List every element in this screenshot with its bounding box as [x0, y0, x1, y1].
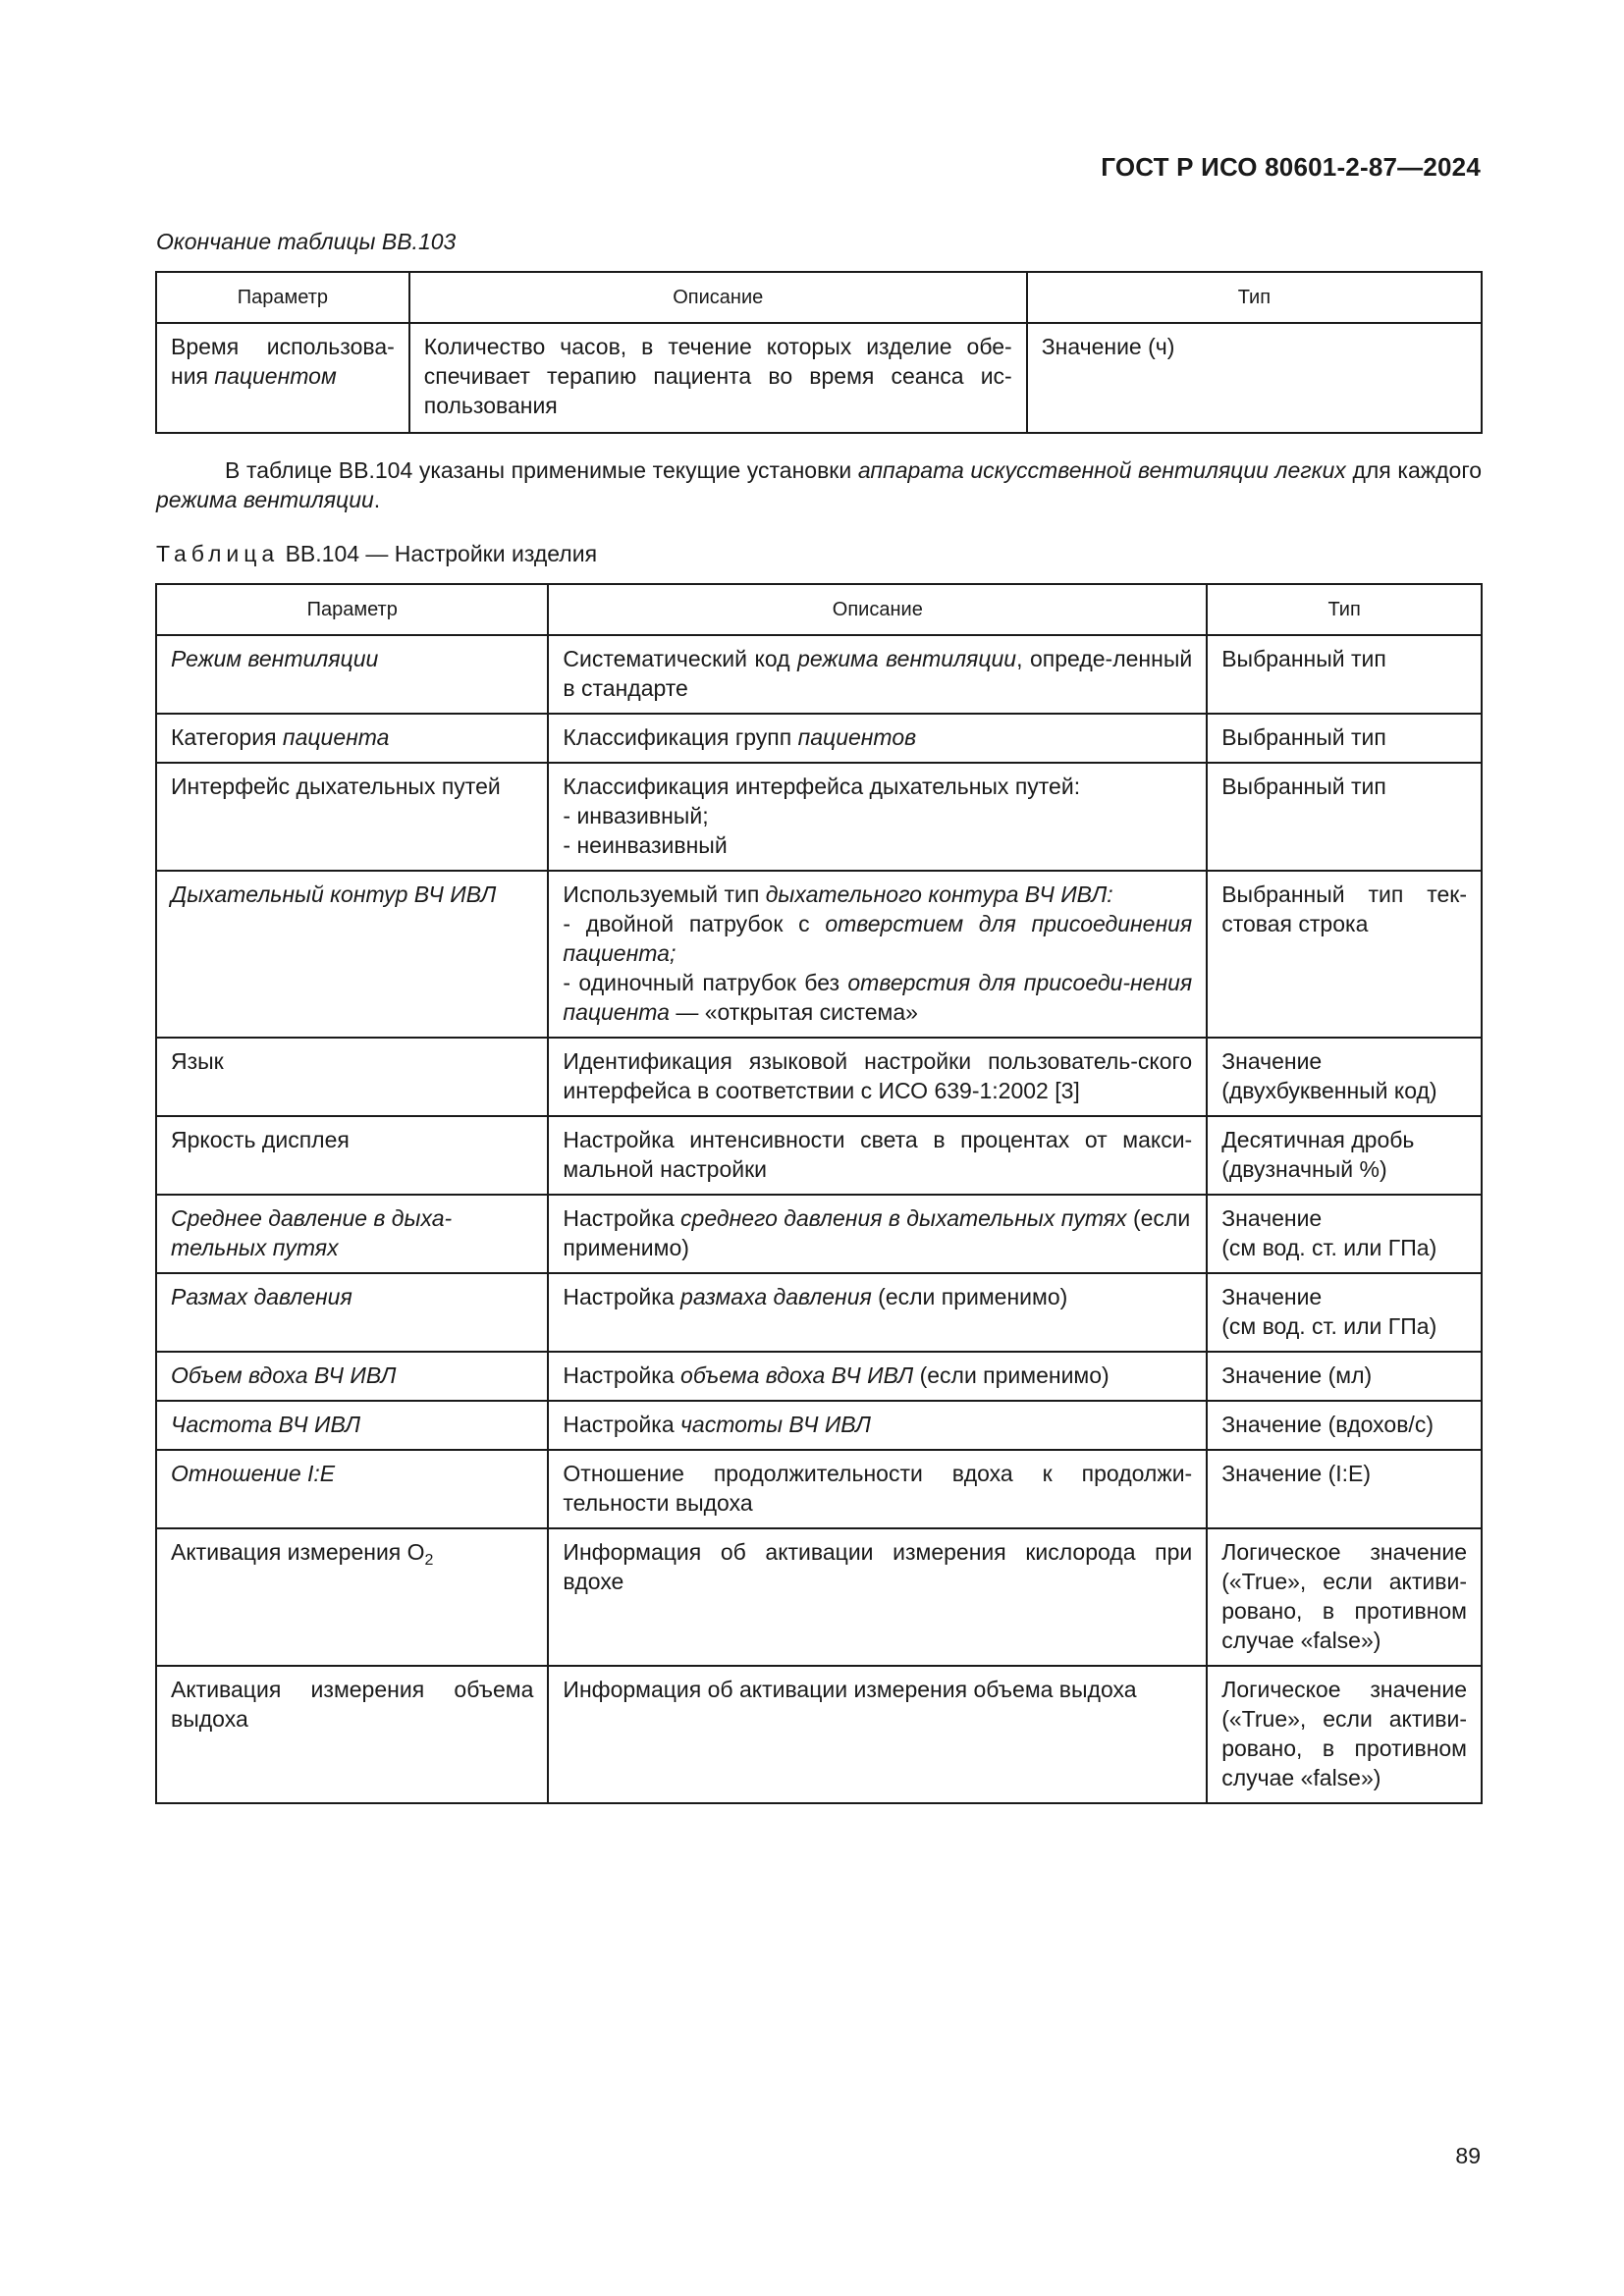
table-row — [156, 1116, 1482, 1195]
cell-parameter: Интерфейс дыхательных путей — [156, 763, 548, 871]
cell-parameter: Режим вентиляции — [156, 635, 548, 714]
cell-type: Выбранный тип — [1207, 635, 1482, 714]
cell-type: Выбранный тип — [1207, 714, 1482, 763]
table-header-row — [156, 272, 1482, 323]
table-row — [156, 1273, 1482, 1352]
column-header-description: Описание — [409, 272, 1027, 323]
table-row — [156, 323, 1482, 433]
cell-parameter: Среднее давление в дыха-тельных путях — [156, 1195, 548, 1273]
cell-parameter: Объем вдоха ВЧ ИВЛ — [156, 1352, 548, 1401]
cell-parameter: Отношение I:E — [156, 1450, 548, 1528]
table-row — [156, 1038, 1482, 1116]
cell-parameter: Время использова-ния пациентом — [156, 323, 409, 433]
table-row — [156, 1528, 1482, 1666]
cell-description: Используемый тип дыхательного контура ВЧ ИВЛ: - двойной патрубок с отверстием для присоединения пациента; - одиночный патрубок без отверстия для присоеди-нения пациента — «открытая система» — [548, 871, 1207, 1038]
column-header-type: Тип — [1027, 272, 1482, 323]
cell-parameter: Частота ВЧ ИВЛ — [156, 1401, 548, 1450]
cell-parameter: Дыхательный контур ВЧ ИВЛ — [156, 871, 548, 1038]
cell-type: Десятичная дробь (двузначный %) — [1207, 1116, 1482, 1195]
cell-description: Систематический код режима вентиляции, опреде-ленный в стандарте — [548, 635, 1207, 714]
cell-parameter: Яркость дисплея — [156, 1116, 548, 1195]
body-paragraph: В таблице ВВ.104 указаны применимые текущие установки аппарата искусственной вентиляции легких для каждого режима вентиляции. — [156, 457, 1483, 512]
table-caption: Таблица ВВ.104 — Настройки изделия — [156, 541, 598, 566]
page-number: 89 — [1455, 2143, 1481, 2168]
cell-type: Выбранный тип — [1207, 763, 1482, 871]
cell-parameter: Язык — [156, 1038, 548, 1116]
cell-description: Настройка интенсивности света в процентах от макси-мальной настройки — [548, 1116, 1207, 1195]
table-row — [156, 1450, 1482, 1528]
cell-type: Логическое значение («True», если активи-ровано, в противном случае «false») — [1207, 1528, 1482, 1666]
cell-description: Настройка объема вдоха ВЧ ИВЛ (если применимо) — [548, 1352, 1207, 1401]
table-bb104 — [155, 583, 1483, 1804]
cell-type: Логическое значение («True», если активи-ровано, в противном случае «false») — [1207, 1666, 1482, 1803]
cell-description: Настройка среднего давления в дыхательных путях (если применимо) — [548, 1195, 1207, 1273]
column-header-parameter: Параметр — [156, 584, 548, 635]
table-row — [156, 714, 1482, 763]
cell-description: Информация об активации измерения объема выдоха — [548, 1666, 1207, 1803]
table-row — [156, 1195, 1482, 1273]
document-code: ГОСТ Р ИСО 80601-2-87—2024 — [1101, 152, 1481, 182]
cell-type: Выбранный тип тек-стовая строка — [1207, 871, 1482, 1038]
column-header-parameter: Параметр — [156, 272, 409, 323]
table-header-row — [156, 584, 1482, 635]
table-continuation-caption: Окончание таблицы ВВ.103 — [156, 229, 457, 254]
column-header-type: Тип — [1207, 584, 1482, 635]
column-header-description: Описание — [548, 584, 1207, 635]
cell-type: Значение (мл) — [1207, 1352, 1482, 1401]
cell-description: Классификация интерфейса дыхательных путей: - инвазивный; - неинвазивный — [548, 763, 1207, 871]
cell-type: Значение (см вод. ст. или ГПа) — [1207, 1195, 1482, 1273]
table-bb103-end — [155, 271, 1483, 434]
cell-type: Значение (I:E) — [1207, 1450, 1482, 1528]
table-row — [156, 1401, 1482, 1450]
cell-parameter: Размах давления — [156, 1273, 548, 1352]
cell-type: Значение (ч) — [1027, 323, 1482, 433]
cell-type: Значение (вдохов/с) — [1207, 1401, 1482, 1450]
table-row — [156, 763, 1482, 871]
table-row — [156, 871, 1482, 1038]
cell-parameter: Активация измерения объема выдоха — [156, 1666, 548, 1803]
cell-description: Настройка размаха давления (если применимо) — [548, 1273, 1207, 1352]
table-row — [156, 1666, 1482, 1803]
table-row — [156, 1352, 1482, 1401]
cell-description: Классификация групп пациентов — [548, 714, 1207, 763]
cell-description: Отношение продолжительности вдоха к продолжи-тельности выдоха — [548, 1450, 1207, 1528]
cell-description: Настройка частоты ВЧ ИВЛ — [548, 1401, 1207, 1450]
cell-description: Информация об активации измерения кислорода при вдохе — [548, 1528, 1207, 1666]
cell-type: Значение (см вод. ст. или ГПа) — [1207, 1273, 1482, 1352]
table-row — [156, 635, 1482, 714]
cell-parameter: Категория пациента — [156, 714, 548, 763]
cell-description: Количество часов, в течение которых изделие обе-спечивает терапию пациента во время сеанса ис-пользования — [409, 323, 1027, 433]
cell-type: Значение (двухбуквенный код) — [1207, 1038, 1482, 1116]
cell-parameter: Активация измерения $O_2$ — [156, 1528, 548, 1666]
cell-description: Идентификация языковой настройки пользователь-ского интерфейса в соответствии с ИСО 639-1:2002 [3] — [548, 1038, 1207, 1116]
